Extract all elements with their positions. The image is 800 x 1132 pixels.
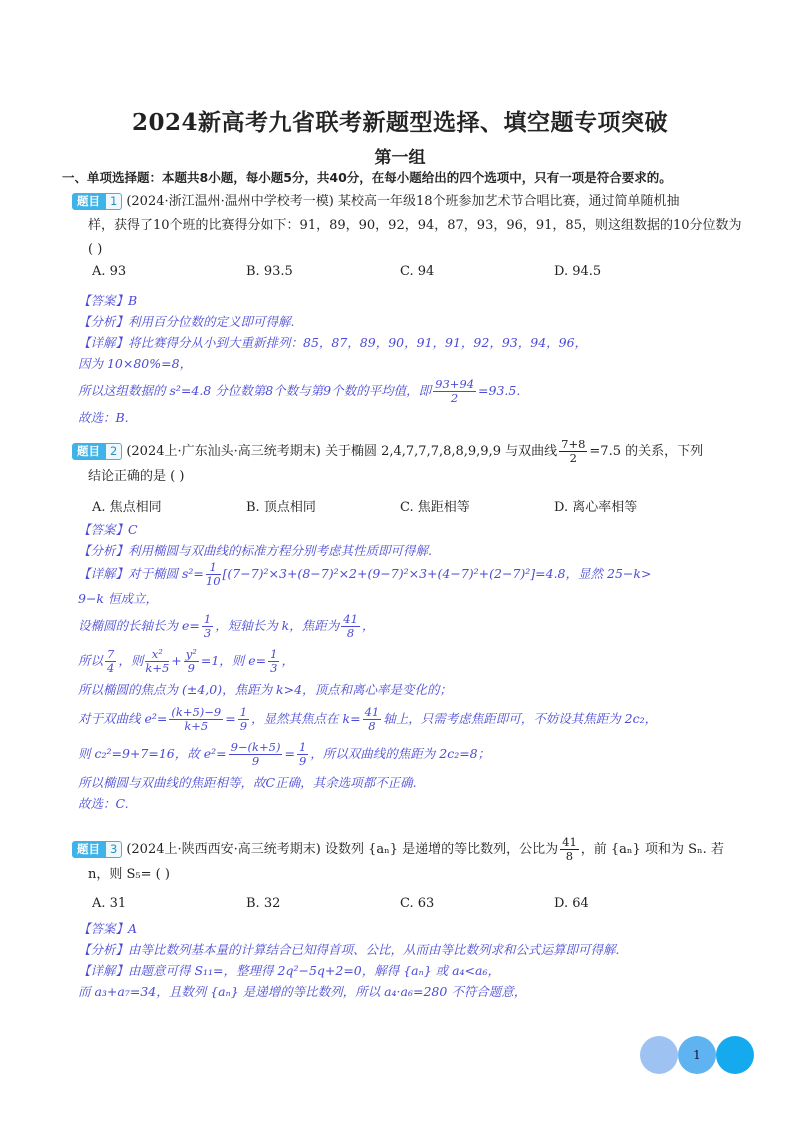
analysis: 【分析】利用百分位数的定义即可得解.: [78, 314, 295, 329]
group-title: 第一组: [374, 148, 426, 168]
conclusion: 故选：B.: [78, 410, 129, 425]
page-number-indicator: [640, 1036, 760, 1076]
page-number: 1: [693, 1048, 701, 1062]
detail: 而 a₃+a₇=34，且数列 {aₙ} 是递增的等比数列，所以 a₄·a₆=280 不符合题意，: [78, 984, 527, 999]
detail: 对于双曲线 e²= $\frac{(k+5)-9}{k+5}$ = $\frac{1}{9}$ ，显然其焦点在 k= $\frac{41}{8}$ 轴上，只需考虑焦距即可，不妨设其焦距为 2c₂，: [78, 705, 658, 733]
detail: 所以椭圆的焦点为 (±4,0)，焦距为 k>4，顶点和离心率是变化的；: [78, 682, 453, 697]
answer: 【答案】A: [78, 921, 138, 936]
choice-c: C. 94: [400, 264, 435, 279]
answer: 【答案】B: [78, 293, 138, 308]
detail: 【详解】由题意可得 S₁₁=，整理得 2q²−5q+2=0，解得 {aₙ} 或 a₄<a₆，: [78, 963, 500, 978]
detail: 【详解】对于椭圆 s²= $\frac{1}{10}$ [(7−7)²×3+(8−7)²×2+(9−7)²×3+(4−7)²+(2−7)²]=4.8，显然 25−k>: [78, 560, 652, 588]
detail: 所以这组数据的 s²=4.8 分位数第8个数与第9个数的平均值，即 $\frac{93+94}{2}$ =93.5.: [78, 377, 521, 405]
conclusion: 故选：C.: [78, 796, 129, 811]
choice-a: A. 焦点相同: [92, 500, 162, 515]
question-badge: 题目 2: [72, 443, 122, 460]
question-badge: 题目 3: [72, 841, 122, 858]
solution-q2: [78, 519, 738, 814]
choice-d: D. 离心率相等: [554, 500, 638, 515]
choice-b: B. 顶点相同: [246, 500, 316, 515]
detail: 所以椭圆与双曲线的焦距相等，故C正确，其余选项都不正确.: [78, 775, 417, 790]
choice-c: C. 焦距相等: [400, 500, 470, 515]
solution-q3: [78, 918, 738, 1002]
solution-q1: [78, 290, 738, 428]
choice-d: D. 94.5: [554, 264, 602, 279]
detail: 因为 10×80%=8，: [78, 356, 193, 371]
choice-d: D. 64: [554, 896, 589, 911]
analysis: 【分析】由等比数列基本量的计算结合已知得首项、公比，从而由等比数列求和公式运算即可得解.: [78, 942, 620, 957]
choice-a: A. 31: [92, 896, 127, 911]
choice-c: C. 63: [400, 896, 435, 911]
question-2: 题目 2 (2024上·广东汕头·高三统考期末) 关于椭圆 2,4,7,7,7,8,8,9,9,9 与双曲线 $\frac{7+8}{2}$ =7.5 的关系，下列 结论正确的是 ( ): [72, 438, 732, 489]
decor-circle: [716, 1036, 754, 1074]
detail: 9−k 恒成立，: [78, 591, 158, 606]
detail: 则 c₂²=9+7=16，故 e²= $\frac{9-(k+5)}{9}$ = $\frac{1}{9}$ ，所以双曲线的焦距为 2c₂=8；: [78, 740, 491, 768]
page-title: 2024新高考九省联考新题型选择、填空题专项突破: [131, 109, 668, 136]
detail: 设椭圆的长轴长为 e= $\frac{1}{3}$ ，短轴长为 k，焦距为 $\frac{41}{8}$ ，: [78, 612, 375, 640]
question-3: 题目 3 (2024上·陕西西安·高三统考期末) 设数列 {aₙ} 是递增的等比数列，公比为 $\frac{41}{8}$ ，前 {aₙ} 项和为 Sₙ. 若 n，则 S₅= ( ): [72, 836, 732, 887]
section-heading: 一、单项选择题：本题共8小题，每小题5分，共40分，在每小题给出的四个选项中，只有一项是符合要求的。: [62, 170, 672, 185]
question-1: 题目 1 (2024·浙江温州·温州中学校考一模) 某校高一年级18个班参加艺术节合唱比赛，通过简单随机抽 样，获得了10个班的比赛得分如下：91，89，90，92，94，87，93，96，91，85，则这组数据的10分位数为 ( ): [72, 190, 732, 262]
answer: 【答案】C: [78, 522, 138, 537]
choice-b: B. 32: [246, 896, 281, 911]
analysis: 【分析】利用椭圆与双曲线的标准方程分别考虑其性质即可得解.: [78, 543, 432, 558]
detail: 所以 $\frac{7}{4}$ ，则 $\frac{\text{x²}}{k+5}$ + $\frac{\text{y²}}{9}$ =1，则 e= $\frac{1}{3}$ ，: [78, 647, 294, 675]
choice-a: A. 93: [92, 264, 127, 279]
detail: 【详解】将比赛得分从小到大重新排列：85，87，89，90，91，91，92，93，94，96，: [78, 335, 588, 350]
question-badge: 题目 1: [72, 193, 122, 210]
choice-b: B. 93.5: [246, 264, 293, 279]
decor-circle: [640, 1036, 678, 1074]
